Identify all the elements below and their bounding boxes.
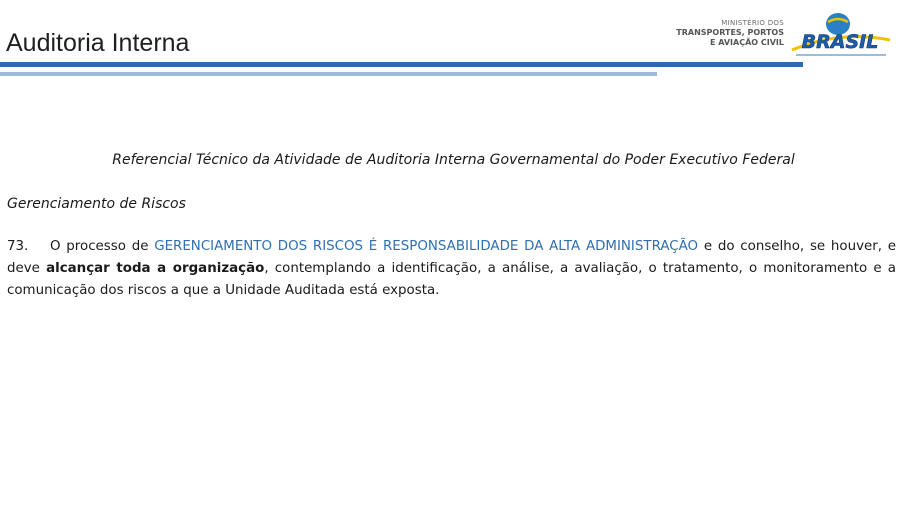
ministry-line-1: MINISTÉRIO DOS (721, 19, 784, 27)
header-rule-light (0, 72, 657, 76)
highlighted-text: GERENCIAMENTO DOS RISCOS É RESPONSABILIDADE DA ALTA ADMINISTRAÇÃO (154, 239, 699, 254)
brasil-logo (790, 10, 892, 58)
brasil-wordmark: BRASIL (801, 31, 879, 53)
ministry-line-2: TRANSPORTES, PORTOS (676, 28, 784, 37)
header-rule-dark (0, 62, 803, 67)
paragraph-73 (7, 236, 896, 302)
bold-text: alcançar toda a organização (46, 261, 265, 276)
text-part-c: , contemplando a identificação, a análise, a avaliação, o tratamento, o monitoramento e a comunicação dos riscos a que a Unidade Auditada está exposta. (7, 261, 896, 298)
page-title: Auditoria Interna (6, 29, 190, 57)
text-part-b: e do conselho, se houver, e deve (7, 239, 896, 276)
item-number: 73. (7, 239, 29, 254)
section-title: Gerenciamento de Riscos (7, 196, 186, 212)
reference-title: Referencial Técnico da Atividade de Auditoria Interna Governamental do Poder Executivo Federal (112, 152, 795, 168)
ministry-logo (672, 18, 784, 48)
ministry-line-3: E AVIAÇÃO CIVIL (709, 38, 784, 47)
text-part-a: O processo de (50, 239, 155, 254)
logo-underline (796, 54, 886, 56)
